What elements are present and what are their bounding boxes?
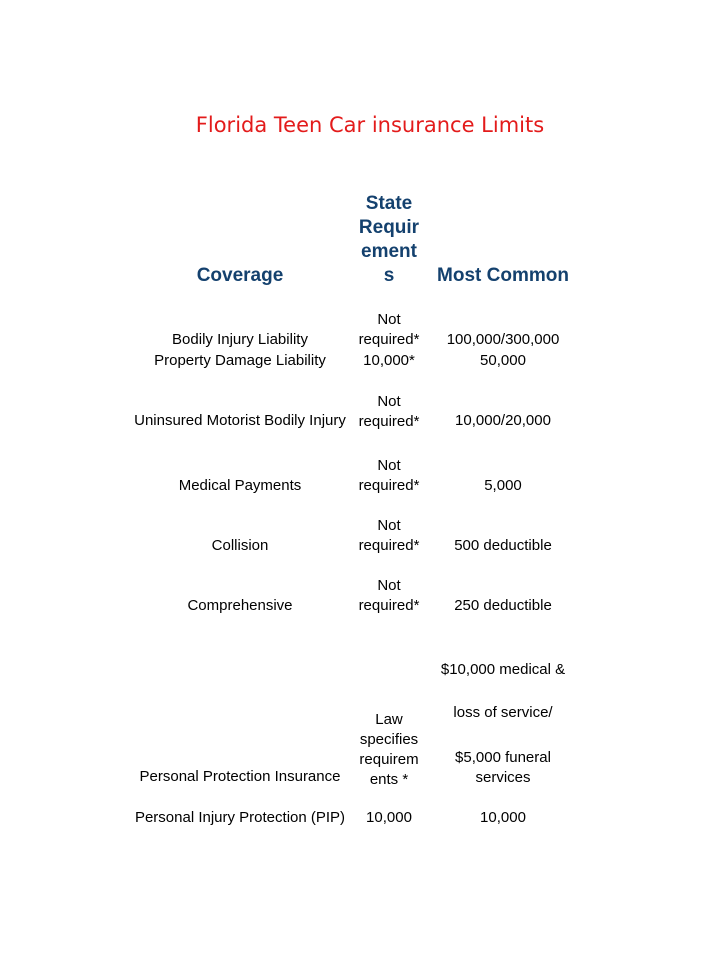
header-state-line: Requir bbox=[358, 217, 420, 238]
coverage-cell: Personal Protection Insurance bbox=[139, 768, 341, 785]
coverage-cell: Collision bbox=[211, 537, 269, 554]
common-line: loss of service/ bbox=[453, 704, 553, 721]
most-common-cell bbox=[432, 476, 574, 496]
state-requirement-cell bbox=[354, 456, 424, 496]
state-requirement-cell bbox=[354, 576, 424, 616]
state-line: ents * bbox=[369, 771, 409, 788]
most-common-cell bbox=[432, 808, 574, 828]
state-requirement-cell bbox=[354, 710, 424, 790]
state-requirement-cell bbox=[354, 808, 424, 828]
header-state-requirements bbox=[354, 192, 424, 288]
state-requirement-cell bbox=[354, 310, 424, 350]
common-line: 5,000 bbox=[484, 477, 522, 494]
state-line: Law bbox=[375, 711, 403, 728]
common-line: $5,000 funeral bbox=[455, 749, 551, 766]
state-requirement-cell bbox=[354, 351, 424, 371]
coverage-cell: Personal Injury Protection (PIP) bbox=[134, 809, 346, 826]
most-common-cell bbox=[432, 536, 574, 556]
state-line: required* bbox=[358, 413, 420, 430]
most-common-cell bbox=[432, 411, 574, 431]
state-line: required* bbox=[358, 537, 420, 554]
most-common-cell bbox=[432, 351, 574, 371]
state-line: 10,000* bbox=[363, 352, 415, 369]
header-most-common: Most Common bbox=[437, 265, 569, 286]
state-line: 10,000 bbox=[366, 809, 412, 826]
header-coverage: Coverage bbox=[196, 265, 284, 286]
common-line: 500 deductible bbox=[454, 537, 552, 554]
most-common-cell bbox=[432, 748, 574, 788]
state-line: specifies bbox=[359, 731, 419, 748]
common-line: 100,000/300,000 bbox=[446, 331, 560, 348]
coverage-cell: Medical Payments bbox=[178, 477, 302, 494]
state-requirement-cell bbox=[354, 392, 424, 432]
coverage-cell: Bodily Injury Liability bbox=[172, 331, 308, 348]
coverage-cell: Uninsured Motorist Bodily Injury bbox=[134, 412, 346, 429]
header-state-line: State bbox=[365, 193, 413, 214]
state-line: required* bbox=[358, 597, 420, 614]
common-line: 250 deductible bbox=[454, 597, 552, 614]
common-line: 50,000 bbox=[480, 352, 526, 369]
state-line: Not bbox=[377, 393, 401, 410]
common-line: 10,000 bbox=[480, 809, 526, 826]
coverage-cell: Comprehensive bbox=[187, 597, 293, 614]
state-line: Not bbox=[377, 311, 401, 328]
page-title: Florida Teen Car insurance Limits bbox=[195, 113, 545, 137]
header-state-line: s bbox=[383, 265, 395, 286]
common-line: services bbox=[475, 769, 531, 786]
most-common-cell bbox=[432, 596, 574, 616]
state-line: Not bbox=[377, 457, 401, 474]
most-common-cell bbox=[432, 703, 574, 723]
common-line: $10,000 medical & bbox=[440, 661, 566, 678]
most-common-cell bbox=[432, 660, 574, 680]
state-line: requirem bbox=[359, 751, 419, 768]
common-line: 10,000/20,000 bbox=[455, 412, 551, 429]
header-state-line: ement bbox=[361, 241, 417, 262]
state-requirement-cell bbox=[354, 516, 424, 556]
state-line: Not bbox=[377, 517, 401, 534]
state-line: required* bbox=[358, 331, 420, 348]
coverage-cell: Property Damage Liability bbox=[154, 352, 326, 369]
state-line: required* bbox=[358, 477, 420, 494]
state-line: Not bbox=[377, 577, 401, 594]
most-common-cell bbox=[432, 330, 574, 350]
